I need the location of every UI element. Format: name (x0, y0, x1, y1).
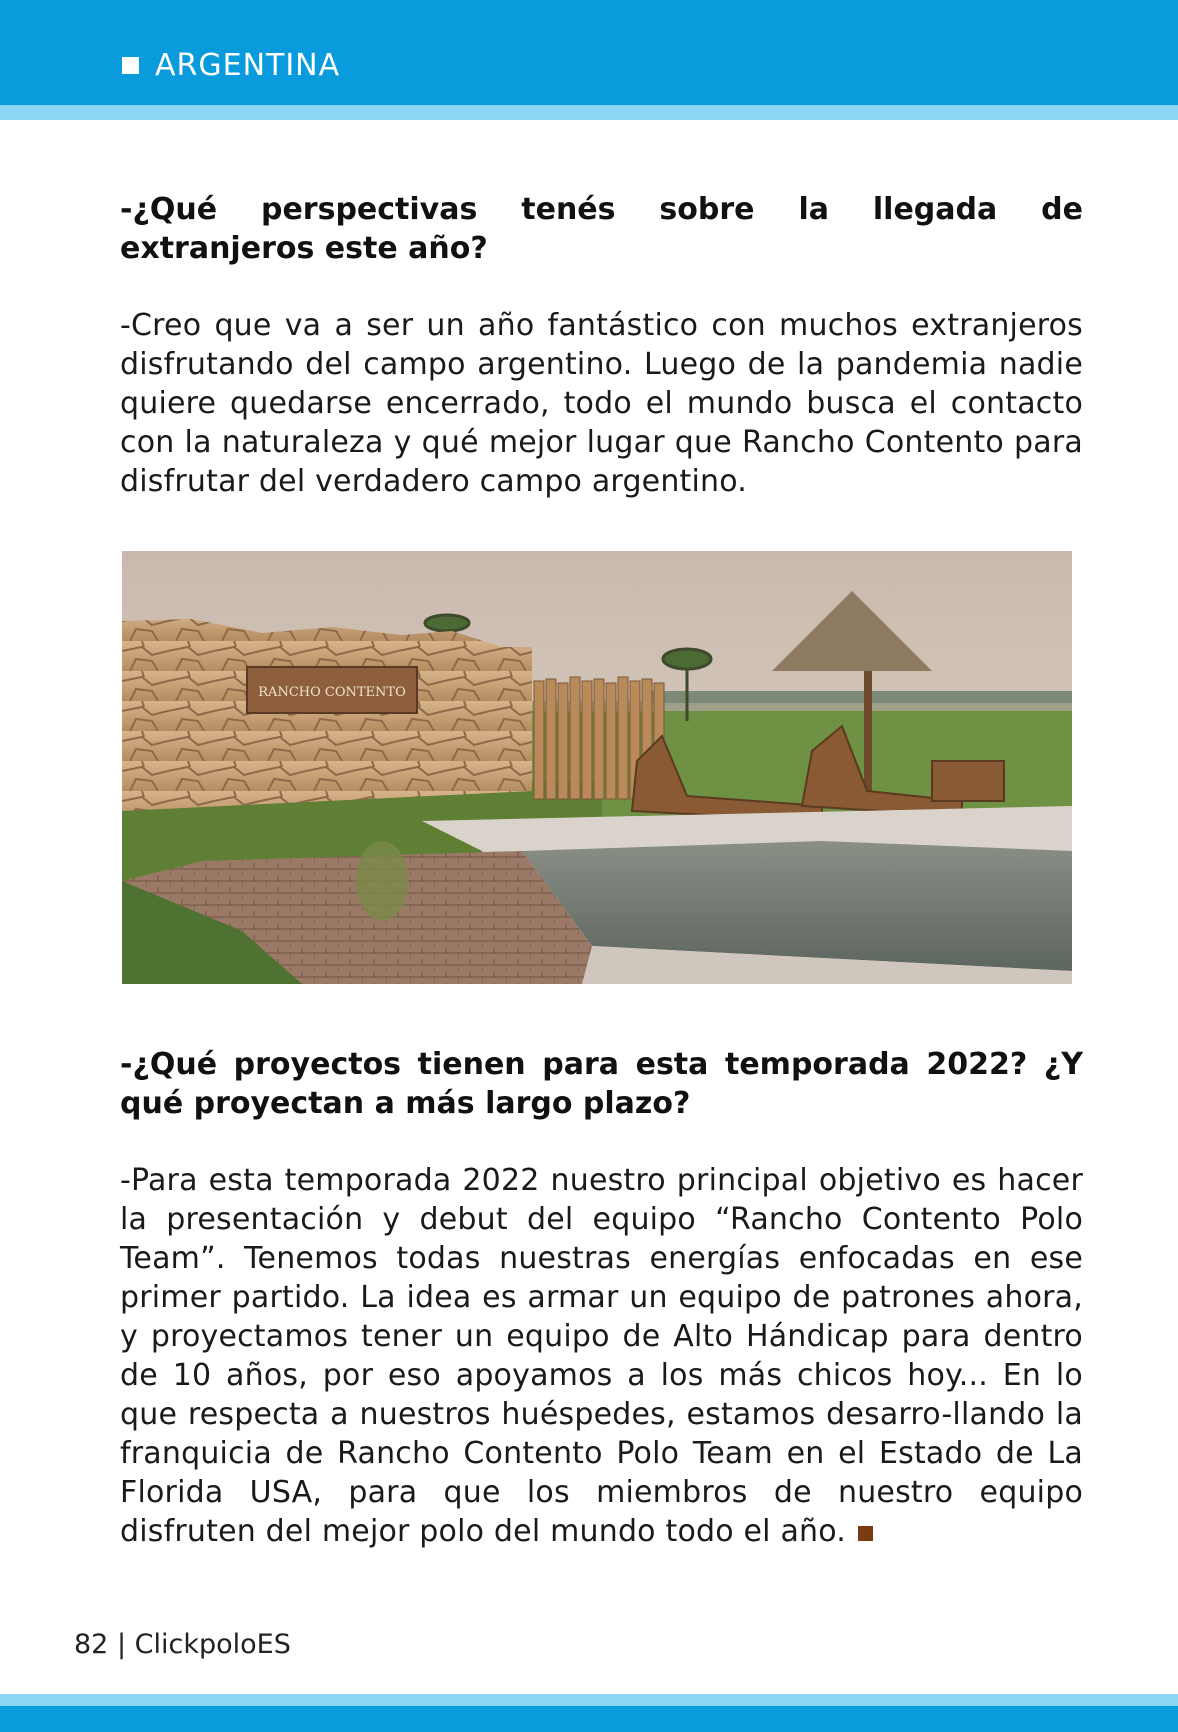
question-1: -¿Qué perspectivas tenés sobre la llegada de extranjeros este año? (120, 192, 1083, 266)
rancho-contento-photo (122, 551, 1072, 984)
answer-1: -Creo que va a ser un año fantástico con muchos extranjeros disfrutando del campo argentino. Luego de la pandemia nadie quiere quedarse encerrado, todo el mundo busca el contacto con la naturaleza y qué mejor lugar que Rancho Contento para disfrutar del verdadero campo argentino. (120, 308, 1083, 499)
section-label-text: ARGENTINA (155, 48, 341, 83)
footer-band (0, 1706, 1178, 1732)
answer-2-text: -Para esta temporada 2022 nuestro principal objetivo es hacer la presentación y debut del equipo “Rancho Contento Polo Team”. Tenemos todas nuestras energías enfocadas en ese primer partido. La idea es armar un equipo de patrones ahora, y proyectamos tener un equipo de Alto Hándicap para dentro de 10 años, por eso apoyamos a los más chicos hoy... En lo que respecta a nuestros huéspedes, estamos desarro-llando la franquicia de Rancho Contento Polo Team en el Estado de La Florida USA, para que los miembros de nuestro equipo disfruten del mejor polo del mundo todo el año. (120, 1163, 1083, 1549)
answer-block-1 (120, 306, 1083, 501)
answer-2 (120, 1161, 1083, 1551)
question-2: -¿Qué proyectos tienen para esta temporada 2022? ¿Y qué proyectan a más largo plazo? (120, 1047, 1083, 1121)
end-of-article-icon (858, 1526, 873, 1541)
section-square-icon (122, 57, 139, 74)
qa-block-2 (120, 1045, 1083, 1123)
qa-block-1 (120, 190, 1083, 268)
photo-illustration (122, 551, 1072, 984)
header-stripe (0, 105, 1178, 120)
page-footer-label: 82 | ClickpoloES (74, 1629, 291, 1660)
section-label (122, 48, 340, 83)
photo-sign-text: RANCHO CONTENTO (258, 685, 406, 700)
answer-block-2 (120, 1161, 1083, 1551)
footer-stripe (0, 1694, 1178, 1706)
